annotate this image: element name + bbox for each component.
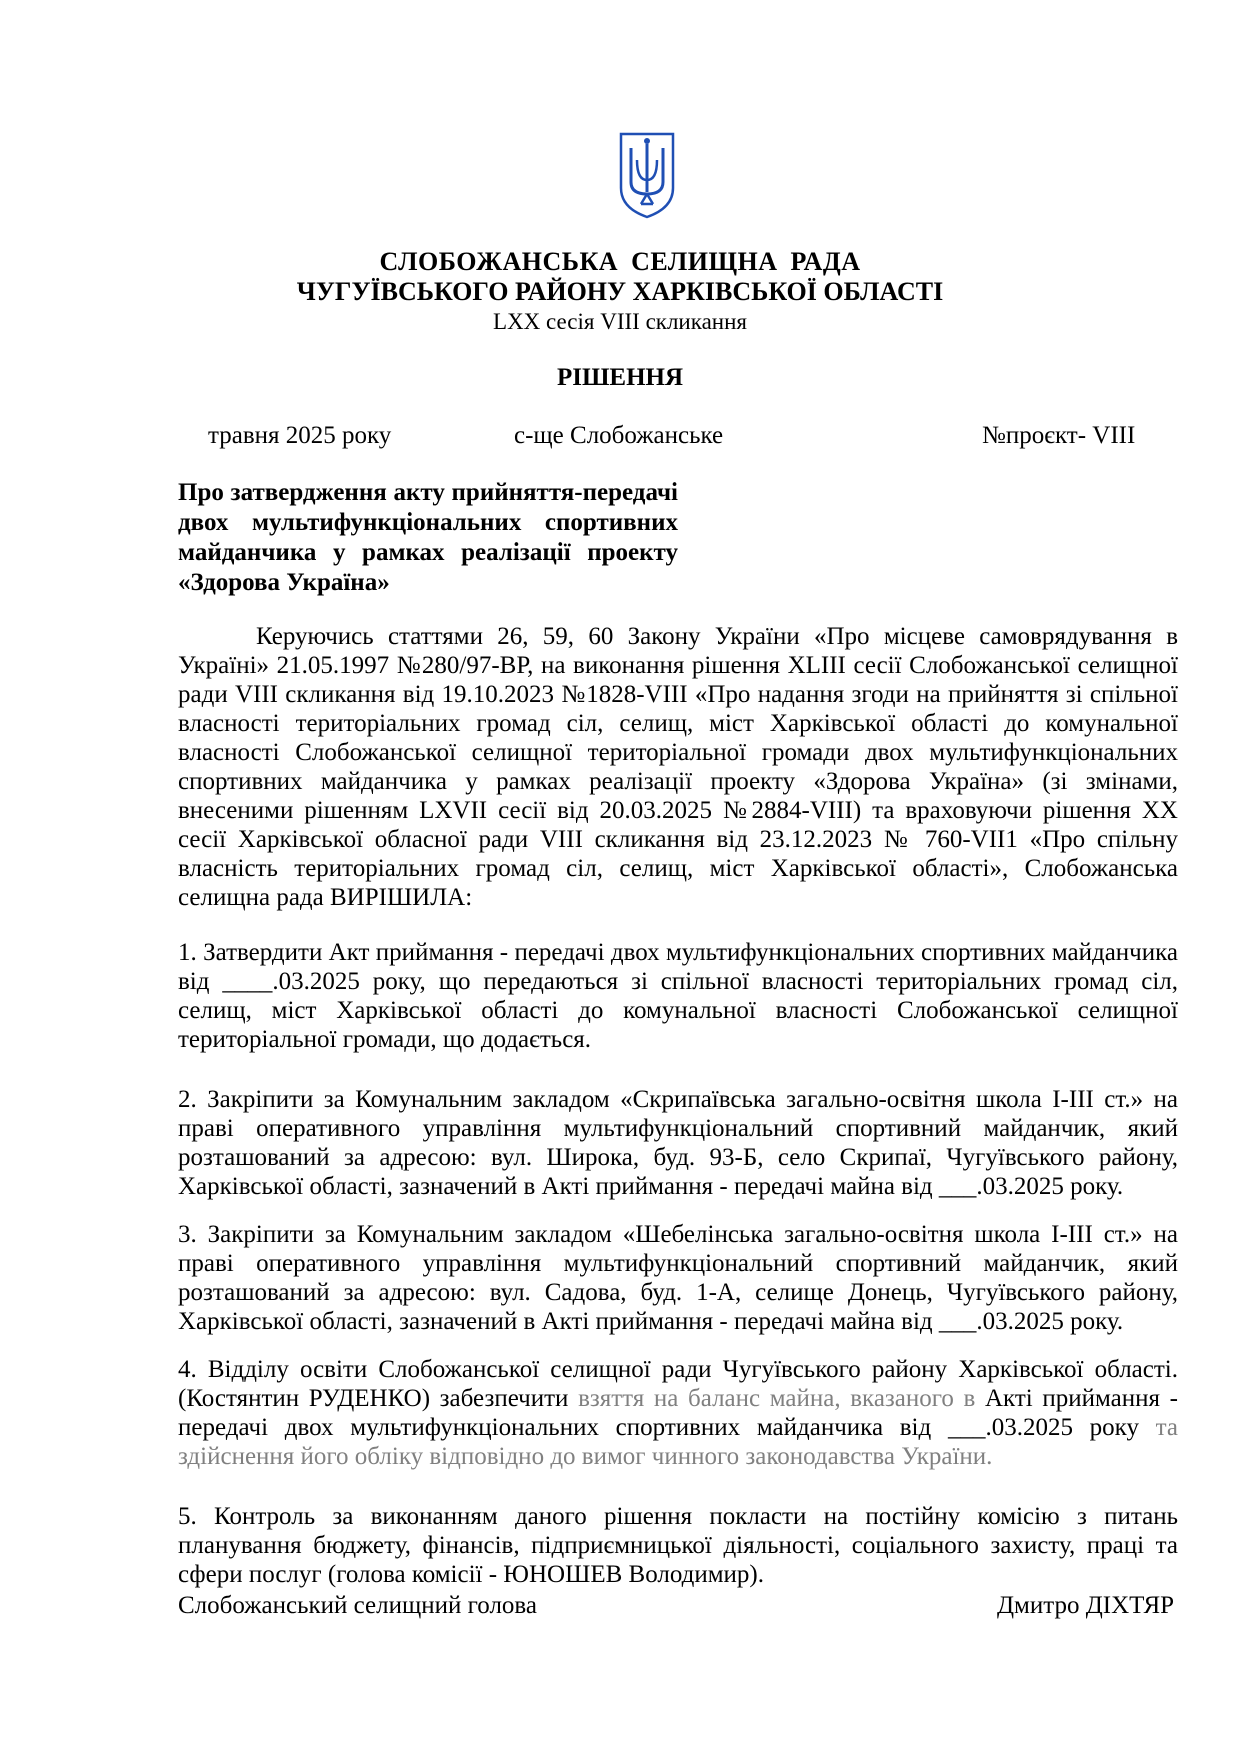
- point-4-text-d: та здійснення його обліку відповідно до вимог чинного законодавства України.: [178, 1414, 1178, 1470]
- point-2: 2. Закріпити за Комунальним закладом «Скрипаївська загально-освітня школа І-ІІІ ст.» на праві оперативного управління мультифункціональний спортивний майданчик, який розташований за адресою: вул. Широка, буд. 93-Б, село Скрипаї, Чугуївського району, Харківської області, зазначений в Акті приймання - передачі майна від ___.03.2025 року.: [178, 1086, 1178, 1200]
- trident-icon: [617, 130, 677, 220]
- point-4-text-b: взяття на баланс майна, вказаного в: [578, 1385, 985, 1412]
- point-4-text-c: Акті приймання - передачі двох мультифункціональних спортивних майданчика від ___.03.2025 року: [178, 1385, 1178, 1441]
- point-3: 3. Закріпити за Комунальним закладом «Шебелінська загально-освітня школа І-ІІІ ст.» на праві оперативного управління мультифункціональний спортивний майданчик, який розташований за адресою: вул. Садова, буд. 1-А, селище Донець, Чугуївського району, Харківської області, зазначений в Акті приймання - передачі майна від ___.03.2025 року.: [178, 1221, 1178, 1335]
- decision-number: №проєкт- VIII: [982, 422, 1136, 449]
- point-4-text-a: 4. Відділу освіти Слобожанської селищної ради Чугуївського району Харківської області. (Костянтин РУДЕНКО) забезпечити: [178, 1356, 1178, 1412]
- signatory-title: Слобожанський селищний голова: [178, 1592, 537, 1619]
- decision-place: с-ще Слобожанське: [514, 422, 724, 449]
- signatory-name: Дмитро ДІХТЯР: [997, 1592, 1175, 1619]
- point-5: 5. Контроль за виконанням даного рішення покласти на постійну комісію з питань планування бюджету, фінансів, підприємницької діяльності, соціального захисту, праці та сфери послуг (голова комісії - ЮНОШЕВ Володимир).: [178, 1503, 1178, 1588]
- decision-subject: Про затвердження акту прийняття-передачі двох мультифункціональних спортивних майданчика у рамках реалізації проекту «Здорова Україна»: [178, 479, 678, 596]
- session-line: LXX сесія VIII скликання: [493, 309, 747, 334]
- point-1: 1. Затвердити Акт приймання - передачі двох мультифункціональних спортивних майданчика від ____.03.2025 року, що передаються зі спільної власності територіальних громад сіл, селищ, міст Харківської області до комунальної власності Слобожанської селищної територіальної громади, що додається.: [178, 939, 1178, 1053]
- council-name: СЛОБОЖАНСЬКА СЕЛИЩНА РАДА: [379, 247, 861, 276]
- council-district: ЧУГУЇВСЬКОГО РАЙОНУ ХАРКІВСЬКОЇ ОБЛАСТІ: [296, 277, 944, 306]
- document-title: РІШЕННЯ: [556, 364, 684, 391]
- decision-date: травня 2025 року: [208, 422, 392, 449]
- preamble-paragraph: Керуючись статтями 26, 59, 60 Закону України «Про місцеве самоврядування в Україні» 21.05.1997 №280/97-ВР, на виконання рішення XLIII сесії Слобожанської селищної ради VIII скликання від 19.10.2023 №1828-VIII «Про надання згоди на прийняття зі спільної власності територіальних громад сіл, селищ, міст Харківської області до комунальної власності Слобожанської селищної територіальної громади двох мультифункціональних спортивних майданчика у рамках реалізації проекту «Здорова Україна» (зі змінами, внесеними рішенням LXVII сесії від 20.03.2025 №2884-VIII) та враховуючи рішення XX сесії Харківської обласної ради VIII скликання від 23.12.2023 № 760-VІІ1 «Про спільну власність територіальних громад сіл, селищ, міст Харківської області», Слобожанська селищна рада ВИРІШИЛА:: [178, 623, 1178, 911]
- point-4: [178, 1355, 1178, 1471]
